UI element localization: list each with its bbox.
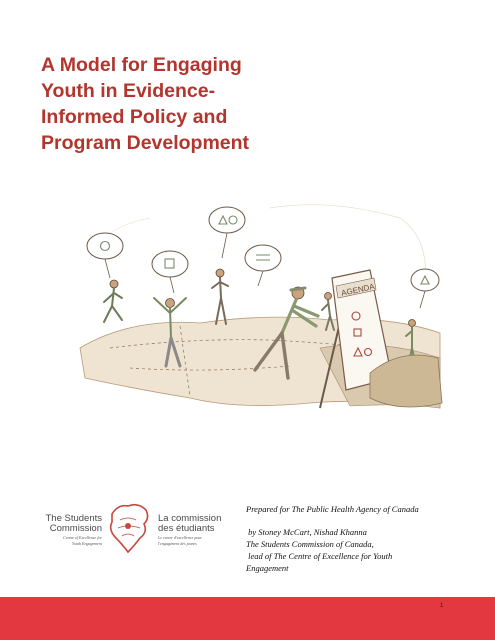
logo-subtitle: Le centre d'excellence pour — [158, 535, 202, 540]
logo-subtitle: Centre of Excellence for — [63, 535, 102, 540]
logo-name-line: Commission — [49, 523, 102, 534]
organization-line: The Students Commission of Canada, — [246, 539, 374, 549]
page-number: 1 — [440, 603, 444, 609]
speech-bubble — [87, 207, 439, 291]
title-line: A Model for Engaging — [41, 54, 242, 76]
title-line: Informed Policy and — [41, 106, 228, 128]
footer-bar — [0, 597, 495, 640]
cover-illustration — [70, 198, 450, 438]
lead-line: lead of The Centre of Excellence for Youth — [246, 551, 393, 561]
logo-english — [42, 514, 102, 546]
title-line: Youth in Evidence- — [41, 80, 216, 102]
agenda-sign-text: AGENDA — [340, 281, 376, 298]
logo-french — [158, 514, 238, 546]
prepared-for-line: Prepared for The Public Health Agency of Canada — [246, 504, 419, 514]
students-commission-logo — [42, 498, 232, 558]
logo-subtitle: Youth Engagement — [72, 541, 102, 546]
logo-name-line: La commission — [158, 513, 222, 524]
title-line: Program Development — [41, 132, 250, 154]
logo-subtitle: l'engagement des jeunes — [158, 541, 197, 546]
canada-map-icon — [104, 498, 154, 558]
logo-name-line: The Students — [45, 513, 102, 524]
logo-name-line: des étudiants — [158, 523, 215, 534]
prepared-for-block — [246, 503, 486, 574]
authors-line: by Stoney McCart, Nishad Khanna — [246, 527, 367, 537]
lead-line-cont: Engagement — [246, 563, 289, 573]
document-title — [41, 52, 341, 156]
